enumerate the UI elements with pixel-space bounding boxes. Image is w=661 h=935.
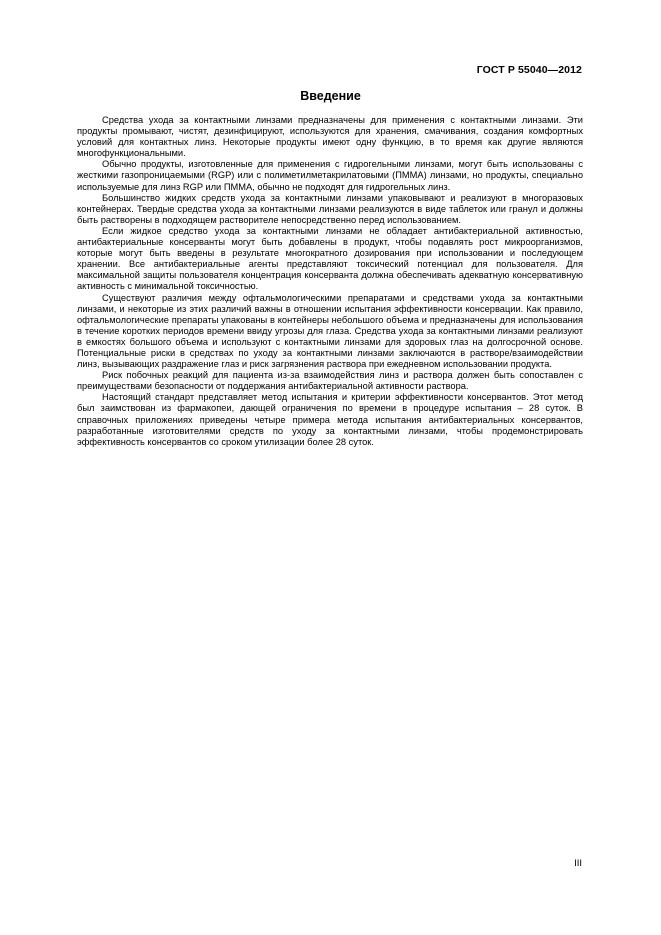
paragraph: Настоящий стандарт представляет метод испытания и критерии эффективности консервантов. Этот метод был заимствован из фармакопеи, дающей ограничения по времени в процедуре испытания – 28 суток. В справочных приложениях приведены четыре примера метода испытания антибактериальных консервантов, разработанные изготовителями средств по уходу за контактными линзами, чтобы продемонстрировать эффективность консервантов со сроком утилизации более 28 суток. [77,392,583,447]
document-code: ГОСТ Р 55040—2012 [476,64,582,76]
paragraph: Большинство жидких средств ухода за контактными линзами упаковывают и реализуют в многоразовых контейнерах. Твердые средства ухода за контактными линзами реализуются в виде таблеток или гранул и должны быть растворены в подходящем растворителе непосредственно перед использованием. [77,192,583,225]
paragraph: Средства ухода за контактными линзами предназначены для применения с контактными линзами. Эти продукты промывают, чистят, дезинфицируют, используются для хранения, смачивания, создания комфортных условий для контактных линз. Некоторые продукты имеют одну функцию, в то время как другие являются многофункциональными. [77,115,583,159]
paragraph: Обычно продукты, изготовленные для применения с гидрогельными линзами, могут быть использованы с жесткими газопроницаемыми (RGP) или с полиметилметакрилатовыми (ПММА) линзами, но продукты, специально используемые для линз RGP или ПММА, обычно не подходят для гидрогельных линз. [77,159,583,192]
paragraph: Риск побочных реакций для пациента из-за взаимодействия линз и раствора должен быть сопоставлен с преимуществами безопасности от поддержания антибактериальной активности раствора. [77,370,583,392]
body-text [77,115,583,448]
page-number: III [574,858,582,869]
paragraph: Если жидкое средство ухода за контактными линзами не обладает антибактериальной активностью, антибактериальные консерванты могут быть добавлены в продукт, чтобы подавлять рост микроорганизмов, которые могут быть введены в результате многократного дозирования при использовании и последующем хранении. Все антибактериальные агенты представляют токсический потенциал для пользователя. Для максимальной защиты пользователя концентрация консерванта должна обеспечивать адекватную консервативную активность с минимальной токсичностью. [77,225,583,292]
paragraph: Существуют различия между офтальмологическими препаратами и средствами ухода за контактными линзами, и некоторые из этих различий важны в отношении испытания эффективности консервации. Как правило, офтальмологические препараты упакованы в контейнеры небольшого объема и предназначены для использования в течение коротких периодов времени ввиду угрозы для глаза. Средства ухода за контактными линзами реализуют в емкостях большого объема и используют с контактными линзами для здоровых глаз на долгосрочной основе. Потенциальные риски в средствах по уходу за контактными линзами заключаются в растворе/взаимодействии линз, вызывающих раздражение глаз и риск загрязнения раствора при ежедневном использовании продукта. [77,292,583,370]
section-title: Введение [300,89,361,103]
